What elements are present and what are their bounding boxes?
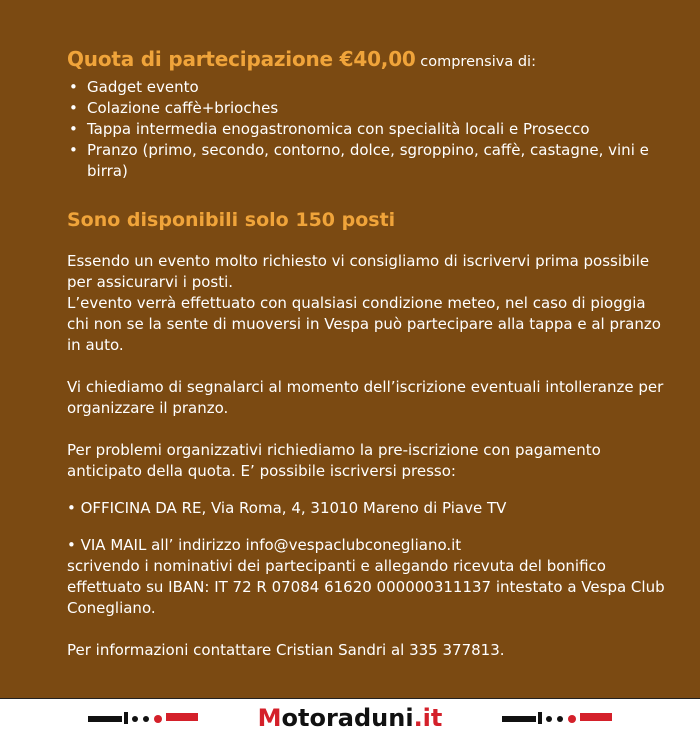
footer-banner bbox=[0, 698, 700, 735]
list-item bbox=[67, 119, 667, 140]
brand-tld: .it bbox=[413, 704, 443, 732]
bullet-icon: • bbox=[69, 99, 78, 117]
brand-name: otoraduni bbox=[281, 704, 414, 732]
posti-heading: Sono disponibili solo 150 posti bbox=[67, 209, 396, 231]
paragraph-preiscrizione: Per problemi organizzativi richiediamo la pre-iscrizione con pagamento anticipato della quota. E’ possibile iscriversi presso: bbox=[67, 441, 601, 480]
list-item bbox=[67, 140, 667, 182]
quota-heading: Quota di partecipazione €40,00 bbox=[67, 47, 416, 71]
paragraph-officina: • OFFICINA DA RE, Via Roma, 4, 31010 Mareno di Piave TV bbox=[67, 499, 507, 517]
mail-line: • VIA MAIL all’ indirizzo info@vespaclubconegliano.it bbox=[67, 536, 462, 554]
quota-includes-list bbox=[67, 77, 667, 182]
decorative-pattern-right-icon bbox=[502, 711, 612, 725]
event-info-content bbox=[67, 44, 667, 661]
paragraph-intolleranze: Vi chiediamo di segnalarci al momento dell’iscrizione eventuali intolleranze per organizzare il pranzo. bbox=[67, 378, 664, 417]
paragraph-contatti: Per informazioni contattare Cristian Sandri al 335 377813. bbox=[67, 641, 505, 659]
paragraph-mail bbox=[67, 535, 667, 619]
paragraph-meteo: L’evento verrà effettuato con qualsiasi condizione meteo, nel caso di pioggia chi non se la sente di muoversi in Vespa può partecipare alla tappa e al pranzo in auto. bbox=[67, 294, 661, 354]
list-item-text: Tappa intermedia enogastronomica con specialità locali e Prosecco bbox=[87, 120, 590, 138]
mail-details: scrivendo i nominativi dei partecipanti e allegando ricevuta del bonifico effettuato su IBAN: IT 72 R 07084 61620 000000311137 intestato a Vespa Club Conegliano. bbox=[67, 557, 665, 617]
list-item bbox=[67, 77, 667, 98]
list-item-text: Colazione caffè+brioches bbox=[87, 99, 279, 117]
bullet-icon: • bbox=[69, 141, 78, 159]
quota-heading-row bbox=[67, 44, 667, 77]
bullet-icon: • bbox=[69, 78, 78, 96]
bullet-icon: • bbox=[69, 120, 78, 138]
list-item-text: Pranzo (primo, secondo, contorno, dolce, sgroppino, caffè, castagne, vini e birra) bbox=[87, 141, 649, 180]
quota-heading-suffix: comprensiva di: bbox=[415, 54, 536, 70]
list-item-text: Gadget evento bbox=[87, 78, 199, 96]
brand-initial: M bbox=[257, 704, 282, 732]
list-item bbox=[67, 98, 667, 119]
paragraph-richiesto: Essendo un evento molto richiesto vi consigliamo di iscrivervi prima possibile per assicurarvi i posti. bbox=[67, 252, 650, 291]
